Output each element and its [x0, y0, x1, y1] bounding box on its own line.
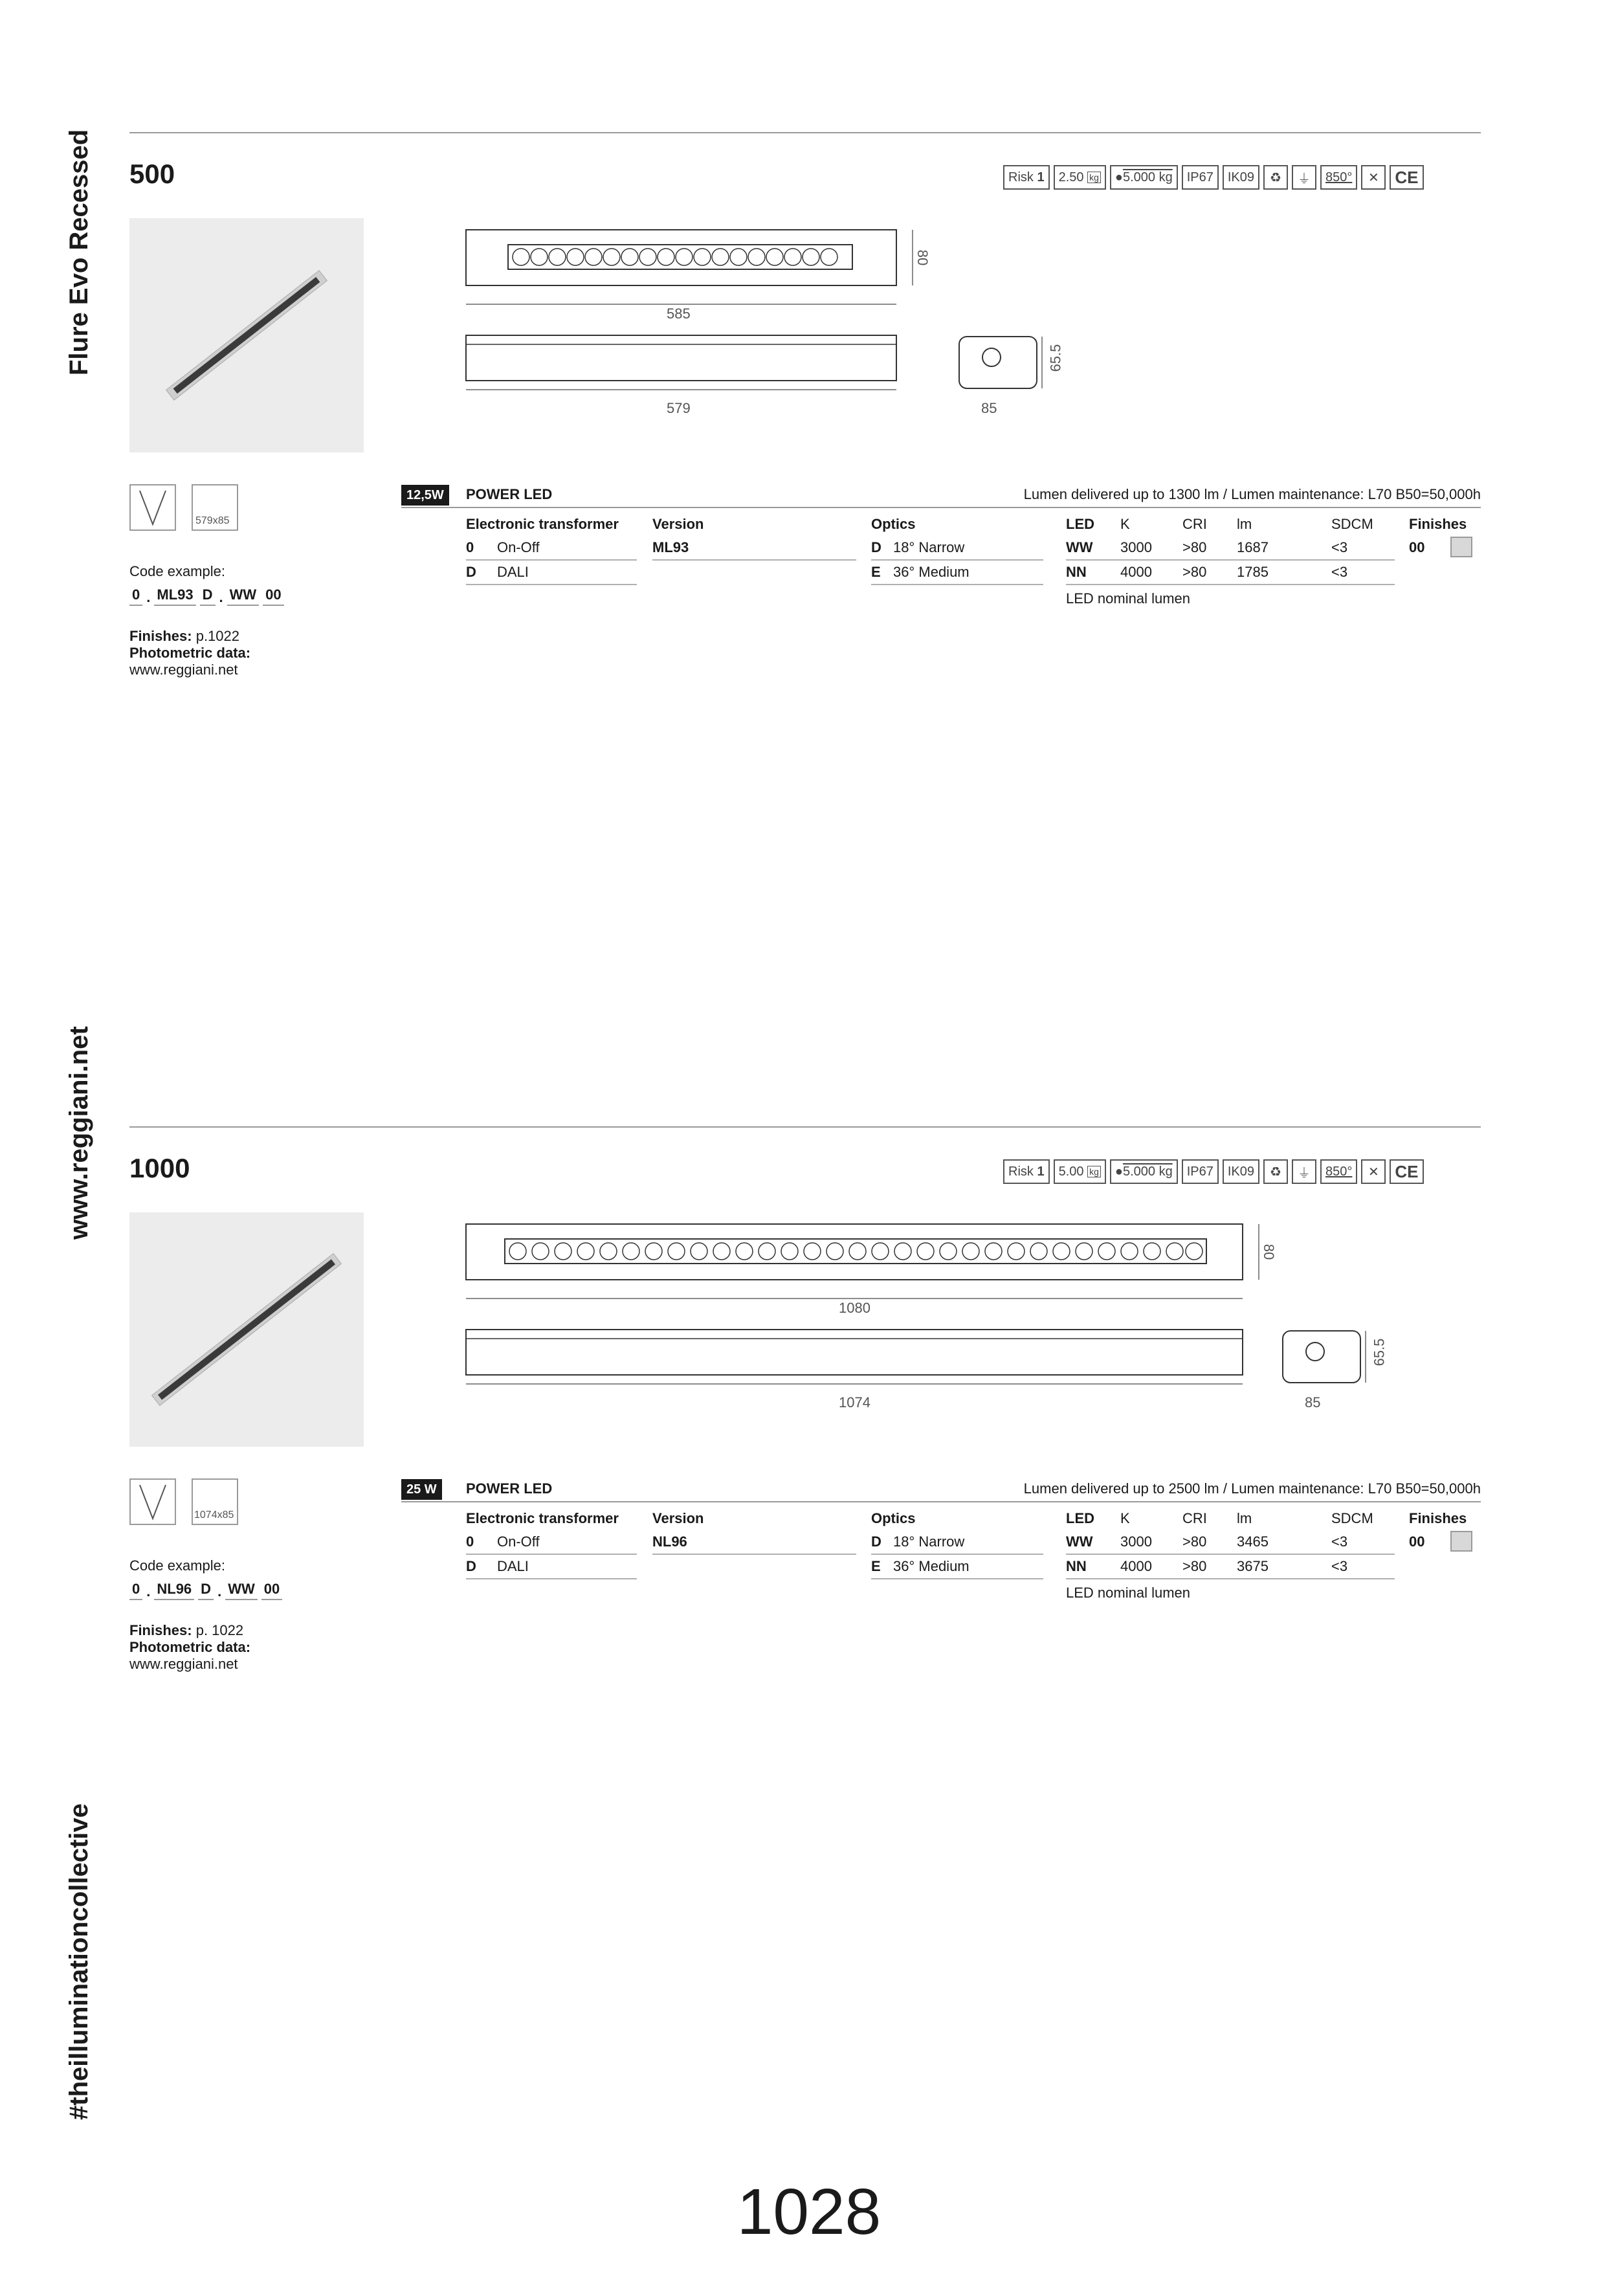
sidebar-title: Flure Evo Recessed — [65, 129, 93, 375]
photometric-link[interactable]: www.reggiani.net — [129, 662, 238, 678]
finishes-column: Finishes 00 — [1409, 513, 1481, 559]
beam-angle-icon — [129, 484, 176, 531]
led-row: WW 3000 >80 1687 <3 — [1066, 536, 1395, 561]
risk-icon: Risk 1 — [1003, 165, 1050, 190]
version-column: Version NL96 — [652, 1507, 856, 1555]
finish-swatch[interactable] — [1450, 1531, 1472, 1552]
ce-mark-icon: CE — [1390, 1159, 1423, 1184]
optics-column: Optics D 18° Narrow E 36° Medium — [871, 1507, 1043, 1579]
power-header — [401, 1479, 1481, 1502]
led-table-header: LED K CRI lm SDCM — [1066, 1510, 1373, 1526]
dim-top-height: 80 — [914, 249, 931, 266]
product-photo — [129, 218, 364, 452]
photometric-link[interactable]: www.reggiani.net — [129, 1656, 238, 1672]
dim-top-height: 80 — [1261, 1243, 1278, 1260]
model-title: 500 — [129, 159, 175, 189]
load-icon: ● 5.000 kg — [1110, 1159, 1178, 1184]
side-view — [466, 335, 896, 390]
dim-top-length: 1080 — [839, 1300, 870, 1316]
recycle-icon: ♻ — [1263, 1159, 1288, 1184]
product-photo — [129, 1212, 364, 1447]
electronic-transformer-column: Electronic transformer 0 On-Off D DALI — [466, 1507, 637, 1579]
fixture-render — [129, 1212, 364, 1447]
no-cover-icon: ✕ — [1361, 165, 1386, 190]
lumen-info: Lumen delivered up to 2500 lm / Lumen maintenance: L70 B50=50,000h — [1023, 1480, 1481, 1497]
version-column: Version ML93 — [652, 513, 856, 561]
ik-rating-icon: IK09 — [1223, 1159, 1259, 1184]
ik-rating-icon: IK09 — [1223, 165, 1259, 190]
led-note: LED nominal lumen — [1066, 590, 1190, 607]
no-cover-icon: ✕ — [1361, 1159, 1386, 1184]
lumen-info: Lumen delivered up to 1300 lm / Lumen maintenance: L70 B50=50,000h — [1023, 486, 1481, 502]
ce-mark-icon: CE — [1390, 165, 1423, 190]
product-section-500 — [0, 0, 1618, 678]
model-title: 1000 — [129, 1153, 190, 1183]
code-example-segments: 0 . NL96 D . WW 00 — [129, 1581, 282, 1600]
power-header — [401, 485, 1481, 508]
optics-column: Optics D 18° Narrow E 36° Medium — [871, 513, 1043, 585]
electronic-transformer-column: Electronic transformer 0 On-Off D DALI — [466, 513, 637, 585]
certification-icons — [1003, 1159, 1424, 1184]
product-notes: Finishes: p. 1022 Photometric data: www.reggiani.net — [129, 1622, 251, 1672]
cutout-icon: 1074x85 — [192, 1478, 238, 1525]
power-badge: 25 W — [401, 1479, 442, 1500]
top-view — [466, 230, 913, 304]
dim-section-width: 85 — [981, 400, 997, 416]
ip-rating-icon: IP67 — [1182, 1159, 1219, 1184]
code-example: Code example: 0 . ML93 D . WW 00 — [129, 563, 284, 606]
dim-section-height: 65.5 — [1371, 1338, 1388, 1366]
product-notes: Finishes: p.1022 Photometric data: www.reggiani.net — [129, 628, 251, 678]
recycle-icon: ♻ — [1263, 165, 1288, 190]
dim-side-length: 579 — [667, 400, 691, 416]
product-section-1000 — [0, 994, 1618, 1672]
glow-wire-icon: 850° — [1320, 165, 1357, 190]
beam-angle-icon — [129, 1478, 176, 1525]
power-type: POWER LED — [466, 486, 553, 502]
section-divider — [129, 1126, 1481, 1128]
certification-icons — [1003, 165, 1424, 190]
ip-rating-icon: IP67 — [1182, 165, 1219, 190]
code-example: Code example: 0 . NL96 D . WW 00 — [129, 1557, 282, 1600]
finishes-column: Finishes 00 — [1409, 1507, 1481, 1554]
led-row: WW 3000 >80 3465 <3 — [1066, 1530, 1395, 1555]
led-row: NN 4000 >80 3675 <3 — [1066, 1555, 1395, 1579]
led-note: LED nominal lumen — [1066, 1585, 1190, 1601]
led-table — [1066, 513, 1395, 607]
ground-icon: ⏚ — [1292, 1159, 1316, 1184]
load-icon: ● 5.000 kg — [1110, 165, 1178, 190]
power-badge: 12,5W — [401, 485, 449, 506]
sidebar-website[interactable]: www.reggiani.net — [65, 1026, 93, 1240]
fixture-render — [129, 218, 364, 452]
dim-top-length: 585 — [667, 306, 691, 322]
led-row: NN 4000 >80 1785 <3 — [1066, 561, 1395, 585]
technical-drawing — [453, 220, 945, 414]
led-table-header: LED K CRI lm SDCM — [1066, 516, 1373, 532]
code-example-segments: 0 . ML93 D . WW 00 — [129, 586, 284, 606]
top-view — [466, 1224, 1259, 1298]
cutout-icon: 579x85 — [192, 484, 238, 531]
section-divider — [129, 132, 1481, 133]
dim-side-length: 1074 — [839, 1394, 870, 1410]
dim-section-width: 85 — [1305, 1394, 1321, 1410]
side-view — [466, 1330, 1243, 1384]
glow-wire-icon: 850° — [1320, 1159, 1357, 1184]
power-type: POWER LED — [466, 1480, 553, 1497]
risk-icon: Risk 1 — [1003, 1159, 1050, 1184]
sidebar-hashtag: #theilluminationcollective — [65, 1803, 93, 2120]
finish-swatch[interactable] — [1450, 537, 1472, 557]
technical-drawing — [453, 1214, 1294, 1409]
led-table — [1066, 1507, 1395, 1601]
weight-icon: 2.50 kg — [1054, 165, 1106, 190]
ground-icon: ⏚ — [1292, 165, 1316, 190]
page-number: 1028 — [737, 2176, 881, 2248]
weight-icon: 5.00 kg — [1054, 1159, 1106, 1184]
dim-section-height: 65.5 — [1047, 344, 1064, 372]
